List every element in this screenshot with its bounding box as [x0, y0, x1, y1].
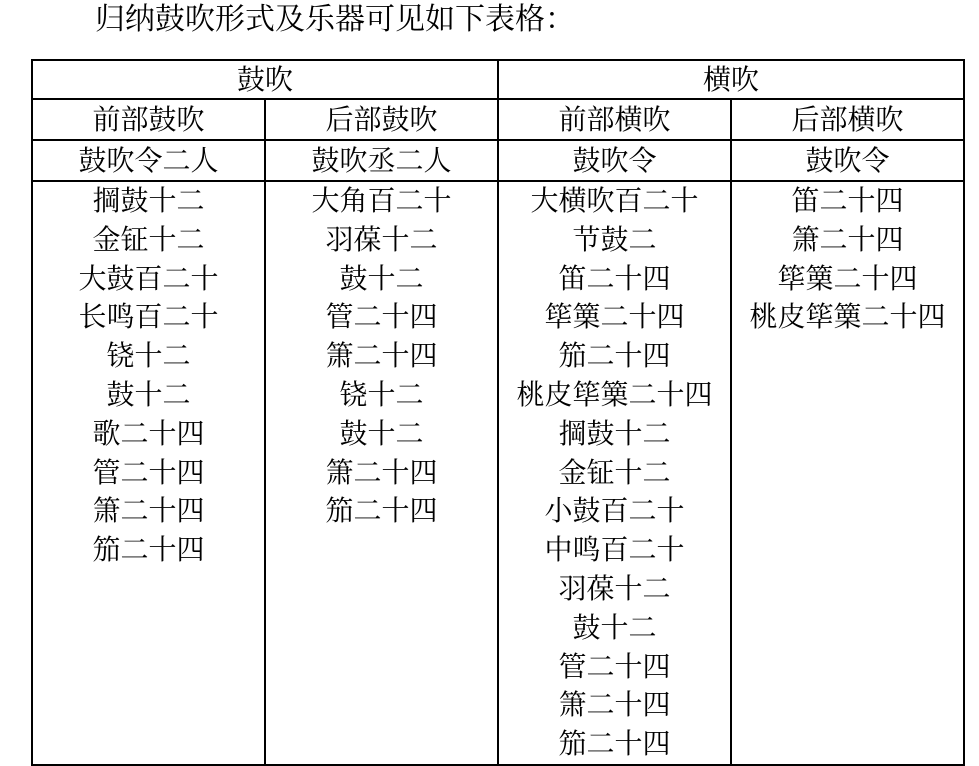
instrument-item: 鼓十二 [339, 416, 424, 450]
instrument-item: 鼓十二 [106, 377, 191, 411]
instrument-column-front-hengchui [498, 181, 731, 765]
instrument-column-rear-guchui [265, 181, 498, 765]
instrument-item: 管二十四 [92, 455, 205, 489]
instrument-table [31, 59, 965, 766]
instrument-item: 箫二十四 [325, 339, 438, 373]
instrument-item: 桃皮筚篥二十四 [749, 300, 946, 334]
instrument-item: 歌二十四 [92, 416, 205, 450]
instrument-item: 铙十二 [106, 339, 191, 373]
instrument-item: 桃皮筚篥二十四 [516, 377, 713, 411]
official-rear-hengchui: 鼓吹令 [731, 140, 964, 181]
group-header-hengchui: 横吹 [498, 60, 964, 99]
instrument-item: 笳二十四 [558, 339, 671, 373]
instrument-item: 长鸣百二十 [78, 300, 219, 334]
official-row [32, 140, 964, 181]
instrument-item: 大角百二十 [311, 184, 452, 217]
official-rear-guchui: 鼓吹丞二人 [265, 140, 498, 181]
instrument-item: 大横吹百二十 [530, 184, 699, 217]
instrument-item: 大鼓百二十 [78, 261, 219, 295]
instrument-item: 笛二十四 [558, 261, 671, 295]
section-header-rear-hengchui: 后部横吹 [731, 99, 964, 140]
instrument-column-rear-hengchui [731, 181, 964, 765]
instrument-item: 节鼓二 [572, 222, 657, 256]
instrument-item: 小鼓百二十 [544, 494, 685, 528]
instrument-item: 箫二十四 [325, 455, 438, 489]
instrument-item: 箫二十四 [558, 688, 671, 722]
section-header-front-hengchui: 前部横吹 [498, 99, 731, 140]
section-header-front-guchui: 前部鼓吹 [32, 99, 265, 140]
section-header-rear-guchui: 后部鼓吹 [265, 99, 498, 140]
instrument-item: 羽葆十二 [558, 571, 671, 605]
instrument-item: 鼓十二 [339, 261, 424, 295]
instrument-item: 笳二十四 [558, 727, 671, 761]
group-header-guchui: 鼓吹 [32, 60, 498, 99]
instrument-item: 筚篥二十四 [777, 261, 918, 295]
instrument-item: 笳二十四 [92, 533, 205, 567]
instrument-item: 金钲十二 [92, 222, 205, 256]
instrument-item: 笳二十四 [325, 494, 438, 528]
table-caption: 归纳鼓吹形式及乐器可见如下表格： [95, 2, 575, 37]
instrument-item: 管二十四 [325, 300, 438, 334]
instrument-item: 筚篥二十四 [544, 300, 685, 334]
instrument-item: 中鸣百二十 [544, 533, 685, 567]
instrument-item: 铙十二 [339, 377, 424, 411]
section-header-row [32, 99, 964, 140]
instrument-item: 掆鼓十二 [92, 184, 205, 217]
instrument-item: 箫二十四 [92, 494, 205, 528]
official-front-guchui: 鼓吹令二人 [32, 140, 265, 181]
group-header-row [32, 60, 964, 99]
instrument-item: 金钲十二 [558, 455, 671, 489]
instrument-item: 管二十四 [558, 649, 671, 683]
instrument-item: 箫二十四 [791, 222, 904, 256]
instrument-item: 笛二十四 [791, 184, 904, 217]
instrument-column-front-guchui [32, 181, 265, 765]
instrument-list-row [32, 181, 964, 765]
instrument-item: 羽葆十二 [325, 222, 438, 256]
instrument-item: 鼓十二 [572, 610, 657, 644]
instrument-item: 掆鼓十二 [558, 416, 671, 450]
official-front-hengchui: 鼓吹令 [498, 140, 731, 181]
